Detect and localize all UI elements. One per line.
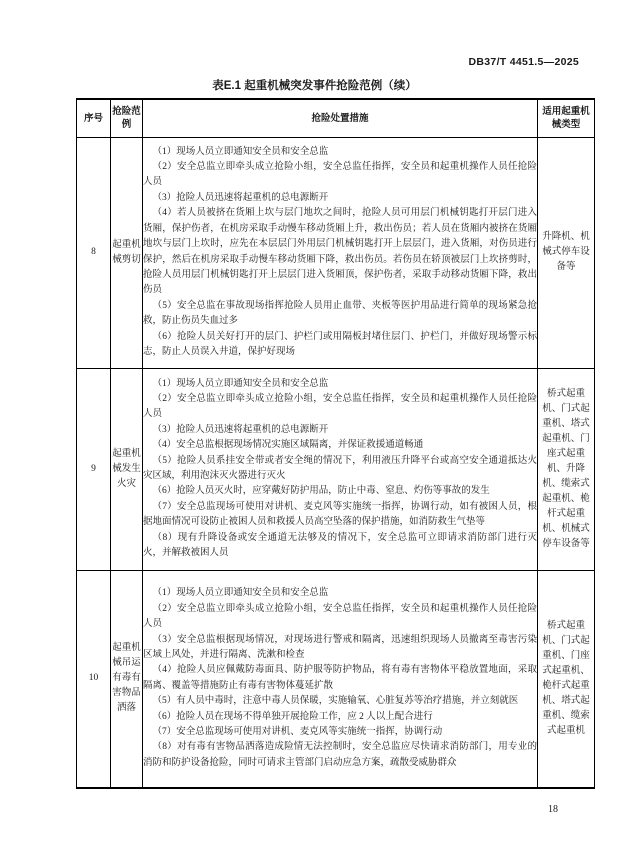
measure-item: （4）若人员被挤在货厢上坎与层门地坎之间时，抢险人员可用层门机械钥匙打开层门进入货厢，保护伤者，在机房采取手动慢车移动货厢上升，救出伤员；若人员在货厢内被挤在货厢地坎与层门上坎时，应先在本层层门外用层门机械钥匙打开上层层门，进入货厢，对伤员进行保护，然后在机房采取手动慢车移动货厢下降，救出伤员。若伤员在轿顶被层门上坎挤剪时，抢险人员用层门机械钥匙打开上层层门进入货厢顶，保护伤者，采取手动移动货厢下降，救出伤员 — [143, 208, 537, 296]
row9-example: 起重机械发生火灾 — [111, 368, 143, 570]
measure-item: （1）现场人员立即通知安全员和安全总监 — [152, 378, 329, 389]
row9-applicable-type: 桥式起重机、门式起重机、塔式起重机、门座式起重机、升降机、缆索式起重机、桅杆式起重机、机械式停车设备等 — [538, 368, 595, 570]
measure-item: （7）安全总监现场可使用对讲机、麦克风等实施统一指挥，协调行动，如有被困人员，根据地面情况可设防止被困人员和救援人员高空坠落的保护措施，如消防救生气垫等 — [143, 501, 537, 528]
measure-item: （4）抢险人员应佩戴防毒面具、防护服等防护物品，将有毒有害物体平稳放置地面，采取隔离、覆盖等措施防止有毒有害物体蔓延扩散 — [143, 665, 537, 691]
measure-item: （4）安全总监根据现场情况实施区域隔离，并保证救援通道畅通 — [152, 440, 424, 451]
page-number: 18 — [548, 804, 558, 815]
measure-item: （8）对有毒有害物品洒落造成险情无法控制时，安全总监应尽快请求消防部门，用专业的消防和防护设备抢险，同时可请求主管部门启动应急方案，疏散受威胁群众 — [143, 742, 537, 768]
doc-code: DB37/T 4451.5—2025 — [468, 56, 579, 68]
row10-measures — [143, 570, 538, 788]
measure-item: （6）抢险人员关好打开的层门、护栏门或用隔板封堵住层门、护栏门，并做好现场警示标志，防止人员误入井道，保护好现场 — [143, 331, 537, 357]
measure-item: （5）抢险人员系挂安全带或者安全绳的情况下，利用液压升降平台或高空安全通道抵达火灾区域，利用泡沫灭火器进行灭火 — [143, 455, 537, 481]
measure-item: （1）现场人员立即通知安全员和安全总监 — [152, 588, 329, 599]
rescue-examples-table — [76, 98, 595, 789]
col-header-seq: 序号 — [77, 99, 111, 137]
table-row-9 — [77, 368, 595, 570]
row9-measures — [143, 368, 538, 570]
row8-measures — [143, 137, 538, 368]
row10-example: 起重机械吊运有毒有害物品洒落 — [111, 570, 143, 788]
measure-item: （5）安全总监在事故现场指挥抢险人员用止血带、夹板等医护用品进行简单的现场紧急抢救，防止伤员失血过多 — [143, 300, 537, 327]
col-header-measures: 抢险处置措施 — [143, 99, 538, 137]
row8-applicable-type: 升降机、机械式停车设备等 — [538, 137, 595, 368]
measure-item: （2）安全总监立即牵头成立抢险小组，安全总监任指挥，安全员和起重机操作人员任抢险人员 — [143, 393, 537, 420]
row10-seq: 10 — [77, 570, 111, 788]
table-row-10 — [77, 570, 595, 788]
row8-seq: 8 — [77, 137, 111, 368]
row8-example: 起重机械剪切 — [111, 137, 143, 368]
table-row-8 — [77, 137, 595, 368]
measure-item: （6）抢险人员在现场不得单独开展抢险工作，应 2 人以上配合进行 — [152, 711, 433, 722]
measure-item: （5）有人员中毒时，注意中毒人员保暖，实施输氧、心脏复苏等治疗措施，并立刻就医 — [152, 696, 519, 707]
measure-item: （1）现场人员立即通知安全员和安全总监 — [152, 146, 329, 157]
measure-item: （7）安全总监现场可使用对讲机、麦克风等实施统一指挥，协调行动 — [152, 726, 443, 737]
row10-applicable-type: 桥式起重机、门式起重机、门座式起重机、桅杆式起重机、塔式起重机、缆索式起重机 — [538, 570, 595, 788]
table-title: 表E.1 起重机械突发事件抢险范例（续） — [212, 80, 417, 92]
measure-item: （3）抢险人员迅速将起重机的总电源断开 — [152, 424, 329, 435]
row9-seq: 9 — [77, 368, 111, 570]
table-header-row — [77, 99, 595, 137]
measure-item: （8）现有升降设备或安全通道无法够及的情况下，安全总监可立即请求消防部门进行灭火，并解救被困人员 — [143, 532, 537, 559]
measure-item: （2）安全总监立即牵头成立抢险小组，安全总监任指挥，安全员和起重机操作人员任抢险人员 — [143, 162, 537, 188]
col-header-example: 抢险范例 — [111, 99, 143, 137]
measure-item: （3）安全总监根据现场情况，对现场进行警戒和隔离，迅速组织现场人员撤离至毒害污染区域上风处，并进行隔离、洗漱和检查 — [143, 634, 537, 660]
measure-item: （2）安全总监立即牵头成立抢险小组，安全总监任指挥，安全员和起重机操作人员任抢险人员 — [143, 603, 537, 630]
measure-item: （3）抢险人员迅速将起重机的总电源断开 — [152, 192, 329, 203]
measure-item: （6）抢险人员灭火时，应穿戴好防护用品，防止中毒、窒息、灼伤等事故的发生 — [152, 486, 490, 497]
col-header-applicable-type: 适用起重机械类型 — [538, 99, 595, 137]
